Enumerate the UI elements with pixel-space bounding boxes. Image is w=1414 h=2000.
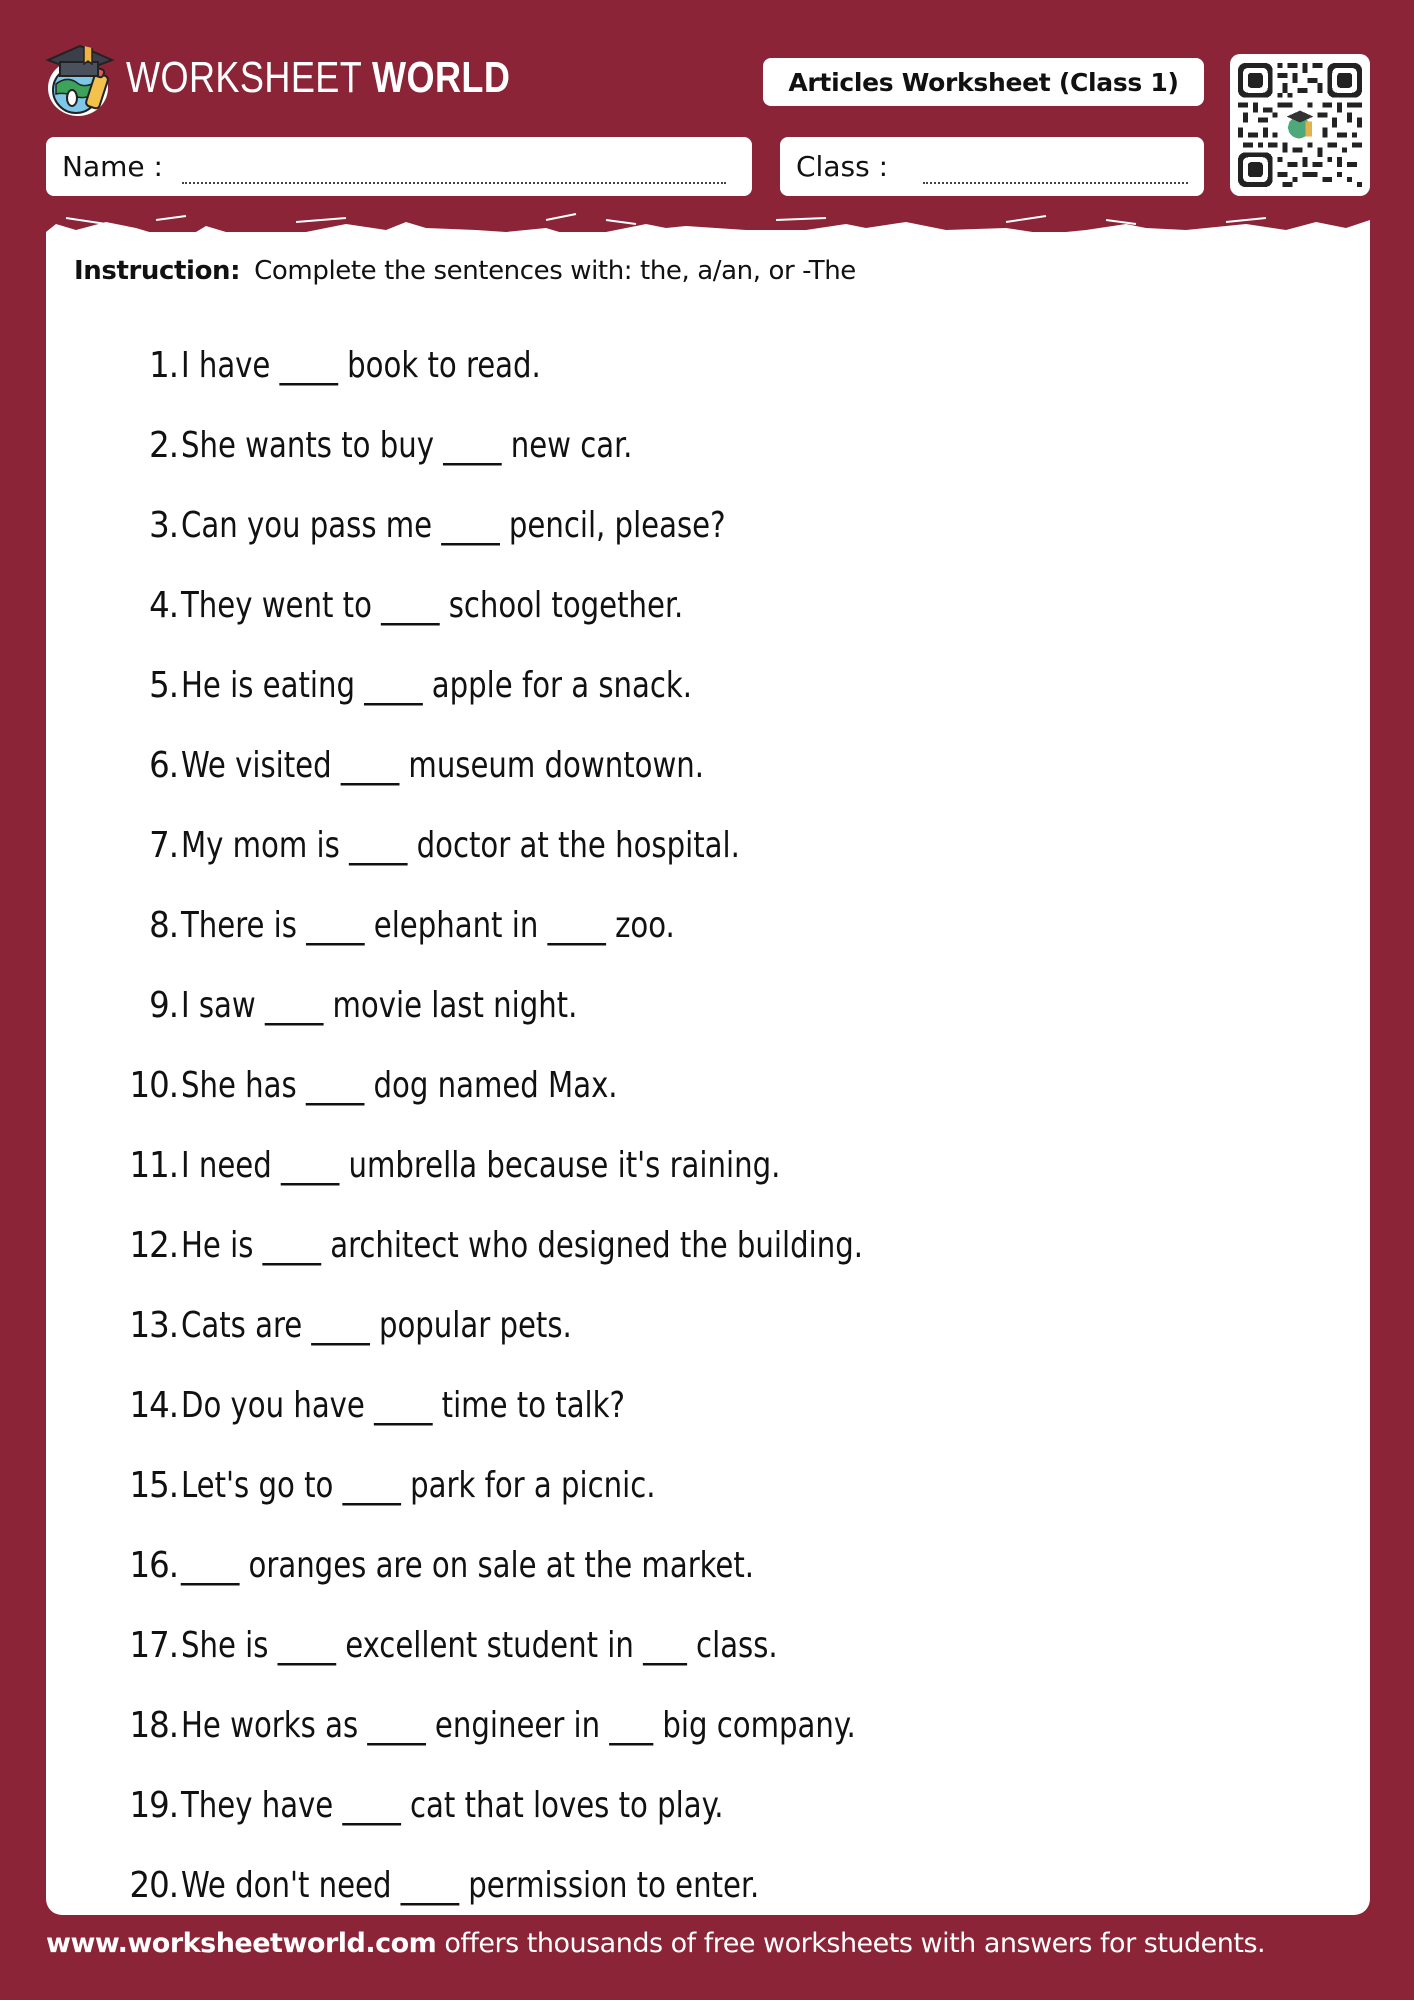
question-item (0, 1445, 1414, 1525)
question-item (0, 1845, 1414, 1925)
class-field[interactable] (780, 137, 1204, 196)
question-item (0, 1045, 1414, 1125)
question-text: They went to ____ school together. (181, 584, 684, 626)
class-dotted-line (923, 182, 1188, 184)
question-item (0, 1365, 1414, 1445)
question-number: 20. (129, 1864, 178, 1906)
question-number: 15. (129, 1464, 178, 1506)
question-item (0, 405, 1414, 485)
instruction-label: Instruction: (74, 256, 241, 286)
question-number: 10. (129, 1064, 178, 1106)
question-number: 19. (129, 1784, 178, 1826)
question-text: Cats are ____ popular pets. (181, 1304, 572, 1346)
question-number: 7. (149, 824, 178, 866)
question-item (0, 725, 1414, 805)
question-number: 6. (149, 744, 178, 786)
question-text: Can you pass me ____ pencil, please? (181, 504, 726, 546)
question-number: 17. (129, 1624, 178, 1666)
brand-logo (44, 38, 595, 118)
instruction-text: Complete the sentences with: the, a/an, or -The (254, 256, 856, 286)
question-number: 18. (129, 1704, 178, 1746)
class-label: Class : (796, 150, 888, 183)
qr-code[interactable] (1230, 54, 1370, 196)
brand-name (126, 53, 510, 103)
question-item (0, 1605, 1414, 1685)
question-text: They have ____ cat that loves to play. (181, 1784, 724, 1826)
name-dotted-line (182, 182, 726, 184)
question-item (0, 565, 1414, 645)
question-text: She has ____ dog named Max. (181, 1064, 618, 1106)
torn-paper-edge (46, 210, 1370, 246)
question-text: I saw ____ movie last night. (181, 984, 578, 1026)
question-text: Let's go to ____ park for a picnic. (181, 1464, 656, 1506)
qr-code-icon (1238, 63, 1362, 187)
question-text: I need ____ umbrella because it's raining. (181, 1144, 781, 1186)
brand-name-bold: WORLD (372, 53, 511, 102)
question-number: 5. (149, 664, 178, 706)
question-number: 9. (149, 984, 178, 1026)
question-item (0, 965, 1414, 1045)
question-number: 2. (149, 424, 178, 466)
question-item (0, 485, 1414, 565)
brand-name-light: WORKSHEET (126, 53, 373, 102)
footer-text: offers thousands of free worksheets with answers for students. (436, 1928, 1266, 1959)
question-number: 4. (149, 584, 178, 626)
question-number: 12. (129, 1224, 178, 1266)
worksheet-title (763, 58, 1204, 106)
question-text: ____ oranges are on sale at the market. (181, 1544, 755, 1586)
question-text: We don't need ____ permission to enter. (181, 1864, 760, 1906)
question-number: 11. (129, 1144, 178, 1186)
question-item (0, 1765, 1414, 1845)
question-item (0, 885, 1414, 965)
question-item (0, 1685, 1414, 1765)
name-label: Name : (62, 150, 163, 183)
question-item (0, 325, 1414, 405)
question-text: We visited ____ museum downtown. (181, 744, 705, 786)
question-text: He is eating ____ apple for a snack. (181, 664, 693, 706)
question-text: Do you have ____ time to talk? (181, 1384, 626, 1426)
question-text: I have ____ book to read. (181, 344, 541, 386)
question-item (0, 805, 1414, 885)
name-field[interactable] (46, 137, 752, 196)
question-list (0, 325, 1414, 1925)
question-number: 1. (149, 344, 178, 386)
question-text: He is ____ architect who designed the building. (181, 1224, 863, 1266)
question-text: She wants to buy ____ new car. (181, 424, 633, 466)
question-item (0, 1525, 1414, 1605)
instruction (74, 256, 856, 286)
question-item (0, 645, 1414, 725)
question-number: 8. (149, 904, 178, 946)
footer (46, 1928, 1265, 1959)
footer-link[interactable]: www.worksheetworld.com (46, 1928, 437, 1959)
question-number: 13. (129, 1304, 178, 1346)
worksheet-title-text: Articles Worksheet (Class 1) (788, 67, 1179, 97)
question-item (0, 1285, 1414, 1365)
question-item (0, 1205, 1414, 1285)
question-text: There is ____ elephant in ____ zoo. (181, 904, 675, 946)
question-text: She is ____ excellent student in ___ class. (181, 1624, 778, 1666)
question-number: 14. (129, 1384, 178, 1426)
question-text: My mom is ____ doctor at the hospital. (181, 824, 740, 866)
graduation-globe-pencil-icon (44, 38, 116, 118)
question-number: 3. (149, 504, 178, 546)
question-text: He works as ____ engineer in ___ big company. (181, 1704, 856, 1746)
question-number: 16. (129, 1544, 178, 1586)
question-item (0, 1125, 1414, 1205)
